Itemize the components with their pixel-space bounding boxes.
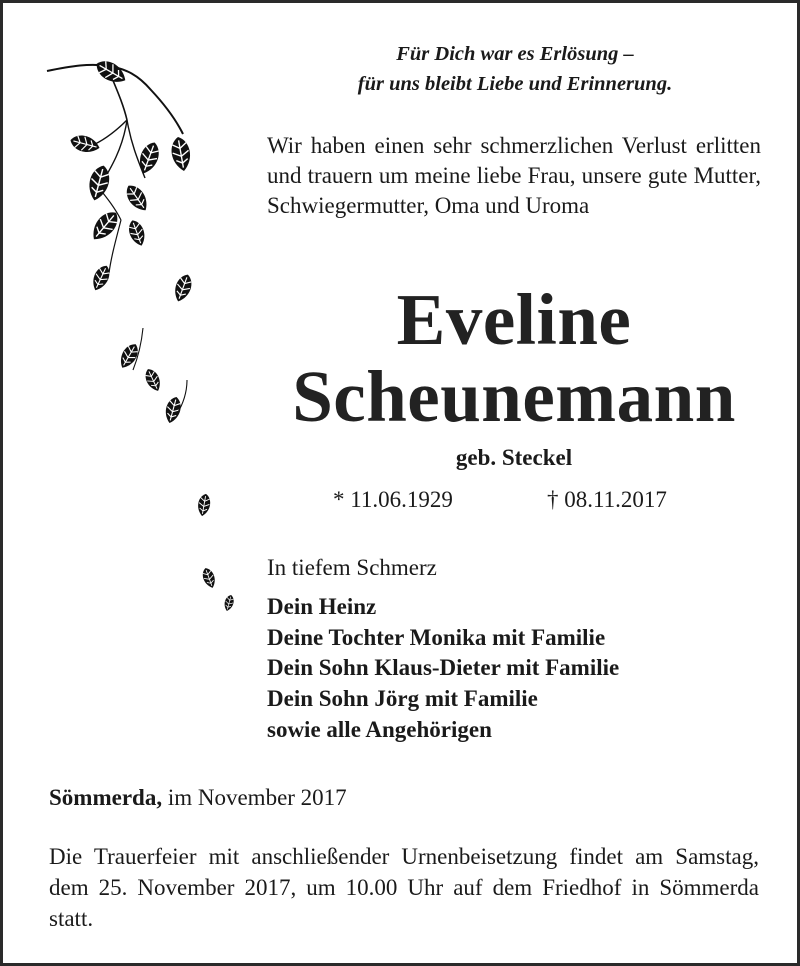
notice-date: im November 2017: [167, 785, 347, 810]
mourner-item: Dein Sohn Klaus-Dieter mit Familie: [267, 655, 620, 681]
deceased-name: [267, 281, 761, 435]
mourner-item: Deine Tochter Monika mit Familie: [267, 624, 606, 650]
birth-date: * 11.06.1929: [333, 487, 453, 512]
grief-intro: In tiefem Schmerz: [267, 555, 437, 580]
mourners-list: [267, 592, 619, 746]
motto-line-2: für uns bleibt Liebe und Erinnerung.: [357, 73, 673, 95]
deceased-first-name: Eveline: [396, 279, 632, 360]
mourner-item: Dein Heinz: [267, 594, 377, 619]
falling-leaves-icon: [41, 48, 251, 628]
funeral-notice: Die Trauerfeier mit anschließender Urnenbeisetzung findet am Samstag, dem 25. November 2017, um 10.00 Uhr auf dem Friedhof in Sömmerda statt.: [49, 844, 759, 931]
mourner-item: Dein Sohn Jörg mit Familie: [267, 686, 538, 712]
motto-line-1: Für Dich war es Erlösung –: [396, 43, 634, 65]
death-date: † 08.11.2017: [547, 487, 667, 512]
intro-paragraph: Wir haben einen sehr schmerzlichen Verlust erlitten und trauern um meine liebe Frau, unsere gute Mutter, Schwiegermutter, Oma und Uroma: [267, 133, 761, 218]
place-date-line: [49, 783, 347, 813]
maiden-name: geb. Steckel: [455, 445, 573, 470]
mourner-item: sowie alle Angehörigen: [267, 716, 492, 742]
deceased-last-name: Scheunemann: [292, 356, 736, 437]
place-name: Sömmerda,: [49, 785, 163, 810]
memorial-motto: [265, 39, 765, 99]
